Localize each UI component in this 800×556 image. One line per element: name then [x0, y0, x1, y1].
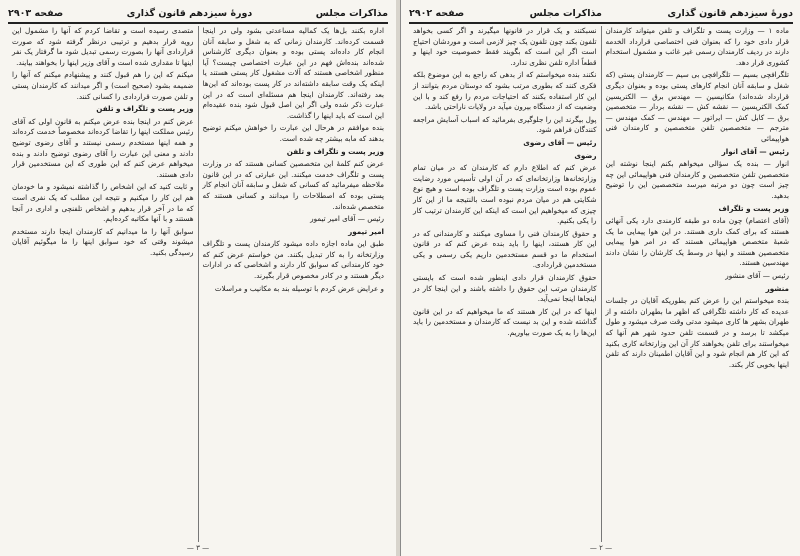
right-header-section: مذاکرات مجلس	[529, 7, 602, 19]
left-page-footer: — ۳ —	[186, 544, 210, 552]
paragraph: تلگرافچی بسیم — تلگرافچی بی سیم — کارمندان پستی (که شغل و سابقه آنان انجام کارهای پستی بوده و بعنوان دیگری قرارداد شده‌اند) مکانیسین — مهندس برق — الکتریسین کمک الکتریسین — نقشه کش — نقشه بردار — متخصصین برق — کابل کش — ایراتور — مهندس — کمک مهندس — مترجم — متخصصین تلفن متخصصین و کارمندان فنی هواپیمائی	[605, 70, 789, 143]
paragraph: میکنم که این را هم قبول کنند و پیشنهادم میکنم که آنها را ضمیمه بشود (صحیح است) و اگر میدانند که کارمندان پستی و تلفن صورت قراردادی را کسانی کنند.	[12, 70, 194, 101]
right-page-column-left	[409, 26, 601, 542]
right-header-title: دورهٔ سیزدهم قانون گذاری	[667, 7, 793, 19]
paragraph: بنده میخواستم این را عرض کنم بطوریکه آقایان در جلسات عدیده که کار داشته تلگرافی که اظهر ما بطهران داشته و از طهران بشهر ها کاری میشود مدتی وقت صرف میشود و طول میکشد تا برسد و در قسمت تلفن حدود شهر هم آنها که میخواستند برای تلفن بخواهند کار آن این وزارتخانه کاری بکنید که این کار هم انجام شود و این آقایان اطمینان دارند که تلفن اینها بخوبی کار بکند.	[605, 296, 789, 369]
left-page-columns	[8, 26, 388, 542]
left-page-header	[8, 4, 388, 24]
paragraph: عرض کنم کلمهٔ این متخصصین کسانی هستند که در وزارت پست و تلگراف خدمت میکنند. این عبارتی که در این قانون ملاحظه میفرمائید که کسانی که شغل و سابقه آنان انجام کار پستی بوده که اصطلاحات را میدانند و کسانی هستند که متخصص شده‌اند.	[202, 159, 384, 211]
column-divider	[198, 26, 199, 542]
paragraph: سوابق آنها را ما میدانیم که کارمندان اینجا دارند مستخدم میشوند وقتی که خود سوابق اینها را ما میگوئیم آقایان رسیدگی بکنید.	[12, 226, 194, 257]
speaker-heading: رضوی	[574, 150, 597, 160]
left-header-page-number: صفحه ۲۹۰۳	[8, 7, 64, 19]
paragraph: انوار — بنده یک سؤالی میخواهم بکنم اینجا نوشته این متخصصین تلفن متخصصین و کارمندان فنی هواپیمائی این چه چیز است چون دو مرتبه میرسد متخصصین این را توضیح بدهید.	[605, 159, 789, 200]
paragraph: رئیس — آقای امیر تیمور	[310, 214, 384, 224]
paragraph: (آقای اعتصام) چون ماده دو طبقه کارمندی دارد یکی آنهائی هستند که برای کمک داری هستند. در این هوا پیمایی ما یک شعبهٔ متخصص هواپیمائی هستند که در امر هوا پیمایی متخصصین هستند و اینها در وسط یک کارشان را نشان دادند مهندسین هستند.	[605, 216, 789, 268]
paragraph: متصدی رسیده است و تقاضا کردم که آنها را مشمول این رویه قرار بدهیم و ترتیبی درنظر گرفته شود که صورت قراردادی آنها را بصورت رسمی تبدیل شود ما گرفتار یک نفر اینها تا مقداری شده است و آقای وزیر اینها را بخواهند بیایند.	[12, 26, 194, 67]
paragraph: و ثابت کنید که این اشخاص را گذاشته نمیشود و ما خودمان هم این کار را میکنیم و نتیجه این مطلب که یک نفری است که ما در آخر قرار بدهیم و اشخاص تلفنچی و اداری در آنجا هستند و با آنها مکاتبه کرده‌ایم.	[12, 182, 194, 224]
speaker-heading: رئیس — آقای رضوی	[523, 137, 597, 147]
speaker-heading: وزیر پست و تلگراف	[718, 203, 789, 213]
paragraph: نکنند بنده میخواستم که از بدهی که راجع به این موضوع بلکه فکری کنند که بطوری مرتب بشود که دوستان مردم بتوانند از این کار استفاده بکنند که احتیاجات مردم را رفع کند و با این وضعیت که از دستگاه بیرون میآید در ولایات ناراحتی باشد.	[413, 70, 597, 112]
right-page-column-right	[602, 26, 794, 542]
left-header-section: مذاکرات مجلس	[315, 7, 388, 19]
paragraph: طبق این ماده اجازه داده میشود کارمندان پست و تلگراف وزارتخانه را به کار تبدیل بکنند. من خواستم عرض کنم که خود کارمندانی که سوابق کار دارند و اشخاصی که در ادارات دیگر هستند و در کادر مخصوص قرار بگیرند.	[202, 239, 384, 281]
left-page-column-right	[199, 26, 389, 542]
paragraph: حقوق کارمندان قرار دادی اینطور شده است که بایستی کارمندان مرتب این حقوق را داشته باشند و این اینجا کار در اینجاها اینجا نمی‌آید.	[413, 273, 597, 304]
left-page	[0, 0, 397, 556]
paragraph: اداره بکنند بل‌ها یک کمالیه مساعدتی بشود ولی در اینجا قسمت کرده‌اند. کارمندان زمانی که به شغل و سابقه آنان انجام کار داده‌اند پستی بوده و بعنوان دیگری کارشناس شده‌اند بنده‌اش فهم در این عبارت اختصاصی چیست؟ آیا منظور اشخاصی هستند که آلات مشغول کار پستی هستند یا اینکه یک وقت سابقه داشته‌اند در کار پست بوده‌اند که این‌ها بعد رفته‌اند. کارمندان اینجا هم مسئله‌ای است که در این عبارت ذکر شده ولی اگر این اصل قبول شود بنده عقیده‌ام این است که باید اینها را گذاشت.	[202, 26, 384, 120]
speaker-heading: امیر تیمور	[348, 226, 384, 236]
paragraph: اینها که در این کار هستند که ما میخواهیم که در این قانون گذاشته شده و این بد نیست که کارمندان و مستخدمین را باید این‌ها را به یک صورت بیاوریم.	[413, 306, 597, 338]
right-header-page-number: صفحه ۲۹۰۲	[409, 7, 465, 19]
paragraph: و حقوق کارمندان فنی را مساوی میکنند و کارمندانی که در این کار هستند، اینها را باید بنده عرض کنم که در قانون استخدام ما دو قسم مستخدمین داریم یکی رسمی و یکی مستخدمین قراردادی.	[413, 228, 597, 270]
paragraph: نسبکتند و یک قرار در قانونها میگیرند و اگر کسی بخواهد تلفون بکند چون تلفون یک چیز لازمی است و موردشان احتیاج است اگر این است که بگویند فقط خصوصیت خود اینها و قطعاً اداره تلفن نظری ندارد.	[413, 26, 597, 67]
paragraph: و عرایض عرض کردم با توسیله بند به مکانیب و مراسلات	[214, 283, 384, 293]
paragraph: عرض کنم در اینجا بنده عرض میکنم به قانون اولی که آقای رئیس مملکت اینها را تقاضا کرده‌اند مخصوصاً خدمت کرده‌اند و همه اینها مستخدم رسمی نیستند و آقای رضوی توضیح دادند و معنی این عبارت را آقای رضوی توضیح دادند و بنده میخواهم عرض کنم که این طوری که این مستخدمین قرار دادی هستند.	[12, 116, 194, 179]
speaker-heading: وزیر پست و تلگراف و تلفن	[286, 146, 384, 156]
paragraph: بنده موافقم در هرحال این عبارت را خواهش میکنم توضیح بدهند که مابه بیشتر چه شده است.	[202, 123, 384, 143]
right-page-columns	[409, 26, 793, 542]
paragraph: پول بیگرند این را جلوگیری بفرمائید که اسباب آسایش مراجعه کنندگان فراهم شود.	[413, 114, 597, 135]
paragraph: رئیس — آقای منشور	[725, 271, 789, 281]
speaker-heading: وزیر پست و تلگراف و تلفن	[96, 104, 194, 114]
speaker-heading: رئیس — آقای انوار	[721, 146, 789, 156]
left-page-column-left	[8, 26, 198, 542]
speaker-heading: منشور	[765, 283, 789, 293]
left-header-title: دورهٔ سیزدهم قانون گذاری	[126, 7, 253, 19]
right-page-footer: — ۲ —	[589, 544, 613, 552]
paragraph: عرض کنم که اطلاع دارم که کارمندان که در میان تمام وزارتخانه‌ها وزارتخانه‌ای که در آن اولی تأسیس مورد رضایت عموم بوده است وزارت پست و تلگراف بوده است و هیچ نوع شکایتی هم در میان مردم نبوده است بالنتیجه ما از این کار چیزی که میخواهیم این است که اینکه این کارمندان ترتیب کار را یکی بکنیم.	[413, 163, 597, 226]
column-divider	[601, 26, 602, 542]
paragraph: ماده ۱ — وزارت پست و تلگراف و تلفن میتواند کارمندان قرار دادی خود را که بعنوان فنی اختصاصی قرارداد الخدمه دارند در ردیف کارمندان رسمی غیر غائب و مشمول استخدام کشوری قرار دهد.	[605, 26, 789, 67]
right-page	[400, 0, 800, 556]
right-page-header	[409, 4, 793, 24]
